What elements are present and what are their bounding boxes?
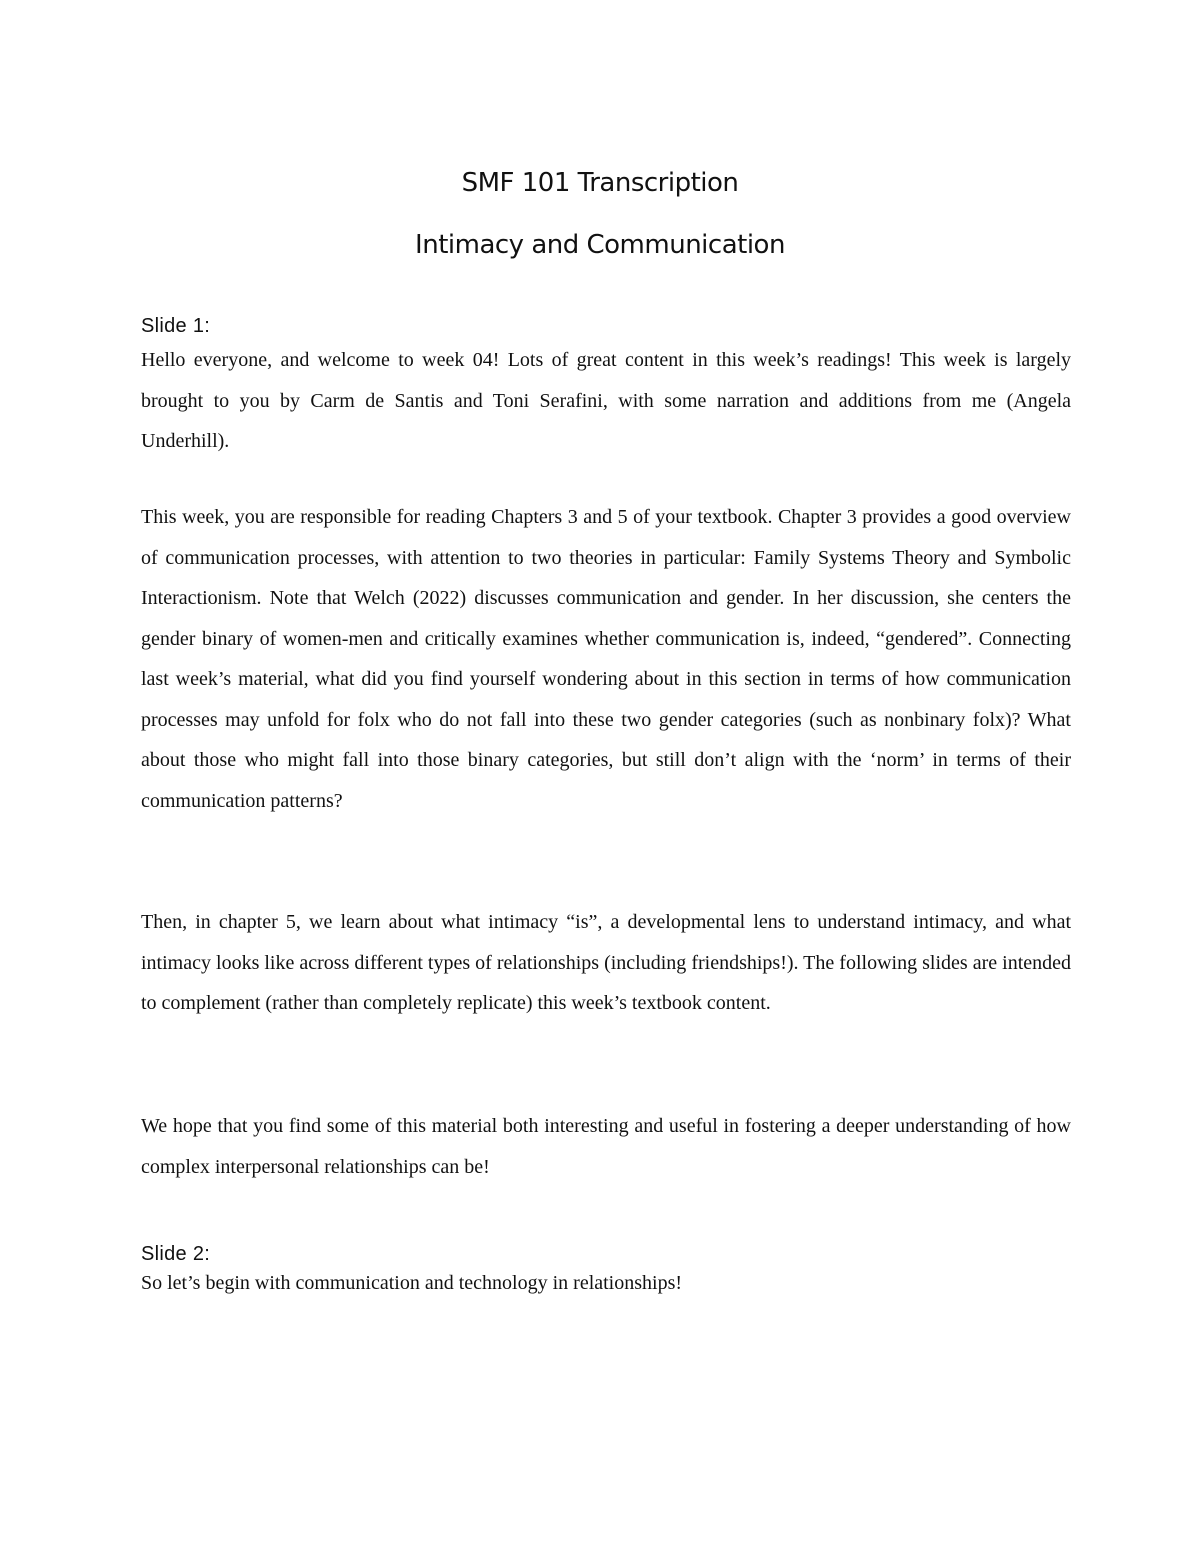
slide-1-paragraph-3: Then, in chapter 5, we learn about what intimacy “is”, a developmental lens to understand intimacy, and what intimacy looks like across different types of relationships (including friendships!). The following slides are intended to complement (rather than completely replicate) this week’s textbook content. (141, 911, 1071, 1014)
document-title: SMF 101 Transcription (461, 168, 739, 198)
slide-1-paragraph-2-block (141, 497, 1071, 821)
slide-1-paragraph-4-block (141, 1106, 1071, 1187)
slide-1-paragraph-4: We hope that you find some of this material both interesting and useful in fostering a deeper understanding of how complex interpersonal relationships can be! (141, 1115, 1071, 1178)
slide-1-paragraph-3-block (141, 902, 1071, 1024)
slide-1-label: Slide 1: (141, 315, 211, 337)
slide-1-paragraph-1: Hello everyone, and welcome to week 04! Lots of great content in this week’s readings! This week is largely brought to you by Carm de Santis and Toni Serafini, with some narration and additions from me (Angela Underhill). (141, 349, 1071, 452)
slide-2-label: Slide 2: (141, 1243, 211, 1265)
slide-2-section (141, 1240, 1071, 1298)
slide-1-section (141, 312, 1071, 462)
document-subtitle: Intimacy and Communication (415, 230, 785, 260)
slide-2-paragraph-1: So let’s begin with communication and technology in relationships! (141, 1272, 683, 1294)
slide-1-paragraph-2: This week, you are responsible for reading Chapters 3 and 5 of your textbook. Chapter 3 provides a good overview of communication processes, with attention to two theories in particular: Family Systems Theory and Symbolic Interactionism. Note that Welch (2022) discusses communication and gender. In her discussion, she centers the gender binary of women-men and critically examines whether communication is, indeed, “gendered”. Connecting last week’s material, what did you find yourself wondering about in this section in terms of how communication processes may unfold for folx who do not fall into these two gender categories (such as nonbinary folx)? What about those who might fall into those binary categories, but still don’t align with the ‘norm’ in terms of their communication patterns? (141, 506, 1071, 812)
